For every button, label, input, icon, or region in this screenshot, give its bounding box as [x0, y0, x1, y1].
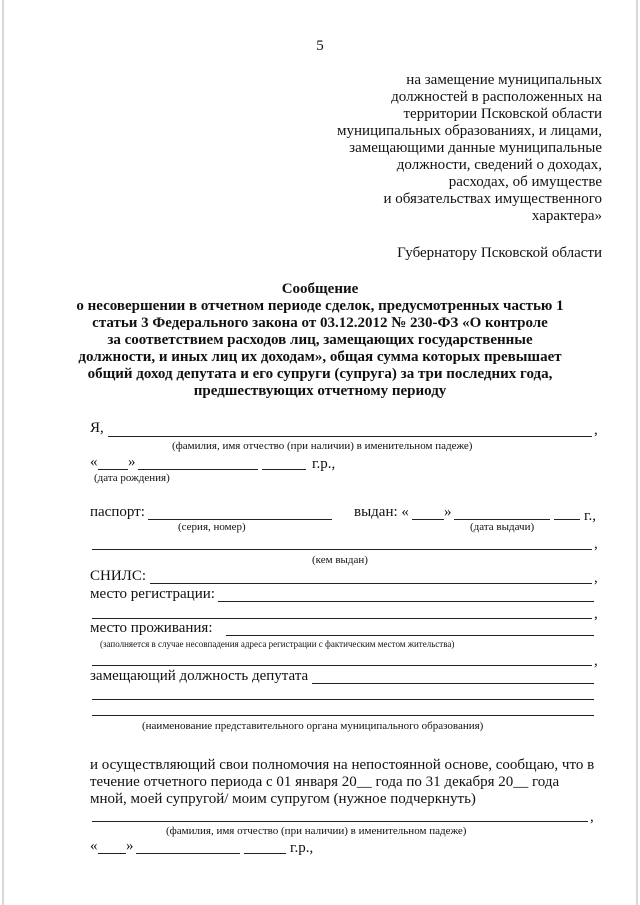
birth-month-field[interactable]: [138, 469, 258, 470]
spouse-birth-year-field[interactable]: [244, 853, 286, 854]
registration-field[interactable]: [218, 601, 594, 602]
scan-right-edge: [636, 0, 638, 905]
residence-label: место проживания:: [90, 620, 213, 636]
spouse-fio-field[interactable]: [92, 821, 588, 822]
page-number: 5: [316, 38, 324, 54]
ya-label: Я,: [90, 420, 104, 436]
birth-year-suffix: г.р.,: [312, 456, 336, 472]
subtitle-line: должности, и иных лиц их доходам», общая сумма которых превышает: [78, 349, 562, 365]
registration-field-2[interactable]: [92, 618, 592, 619]
birth-year-field[interactable]: [262, 469, 306, 470]
comma: ,: [594, 653, 598, 669]
date-close-quote: »: [128, 454, 136, 470]
statement-line: течение отчетного периода с 01 января 20__ года по 31 декабря 20__ года: [90, 774, 560, 790]
birth-day-field[interactable]: [98, 469, 128, 470]
residence-field[interactable]: [226, 635, 594, 636]
header-line: замещающими данные муниципальные: [349, 140, 602, 156]
statement-line: и осуществляющий свои полномочия на непостоянной основе, сообщаю, что в: [90, 757, 595, 773]
scan-left-edge: [2, 0, 4, 905]
subtitle-line: статьи 3 Федерального закона от 03.12.2012 № 230-ФЗ «О контроле: [92, 315, 548, 331]
spouse-fio-caption: (фамилия, имя отчество (при наличии) в именительном падеже): [166, 825, 467, 837]
date-open-quote: «: [90, 454, 98, 470]
issue-year-field[interactable]: [554, 519, 580, 520]
position-label: замещающий должность депутата: [90, 668, 309, 684]
residence-caption: (заполняется в случае несовпадения адреса регистрации с фактическим местом жительства): [100, 639, 455, 649]
header-line: на замещение муниципальных: [406, 72, 602, 88]
fio-caption: (фамилия, имя отчество (при наличии) в именительном падеже): [172, 440, 473, 452]
snils-label: СНИЛС:: [90, 568, 147, 584]
comma: ,: [594, 606, 598, 622]
residence-field-2[interactable]: [92, 665, 592, 666]
issued-label: выдан: «: [354, 504, 409, 520]
issued-by-caption: (кем выдан): [312, 554, 368, 566]
issued-close-quote: »: [444, 504, 452, 520]
issue-month-field[interactable]: [454, 519, 550, 520]
position-field[interactable]: [312, 683, 594, 684]
comma: ,: [594, 422, 598, 438]
header-line: характера»: [531, 208, 602, 224]
position-field-3[interactable]: [92, 715, 594, 716]
date-close-quote: »: [126, 838, 134, 854]
statement-line: мной, моей супругой/ моим супругом (нужное подчеркнуть): [90, 791, 476, 807]
document-title: Сообщение: [281, 281, 359, 297]
date-open-quote: «: [90, 838, 98, 854]
snils-field[interactable]: [150, 583, 592, 584]
comma: ,: [590, 809, 594, 825]
header-line: территории Псковской области: [403, 106, 602, 122]
header-line: и обязательствах имущественного: [383, 191, 602, 207]
passport-number-field[interactable]: [148, 519, 332, 520]
comma: ,: [594, 570, 598, 586]
position-field-2[interactable]: [92, 699, 594, 700]
addressee: Губернатору Псковской области: [397, 245, 602, 261]
registration-label: место регистрации:: [90, 586, 215, 602]
subtitle-line: за соответствием расходов лиц, замещающих государственные: [107, 332, 533, 348]
subtitle-line: предшествующих отчетному периоду: [193, 383, 447, 399]
issue-day-field[interactable]: [412, 519, 444, 520]
fio-field[interactable]: [108, 436, 592, 437]
header-line: должности, сведений о доходах,: [396, 157, 602, 173]
header-line: муниципальных образованиях, и лицами,: [337, 123, 602, 139]
series-caption: (серия, номер): [178, 521, 246, 533]
body-caption: (наименование представительного органа муниципального образования): [142, 720, 484, 732]
comma: ,: [594, 536, 598, 552]
issue-date-caption: (дата выдачи): [470, 521, 535, 533]
header-line: должностей в расположенных на: [391, 89, 602, 105]
spouse-year-suffix: г.р.,: [290, 840, 314, 856]
spouse-birth-month-field[interactable]: [136, 853, 240, 854]
passport-label: паспорт:: [90, 504, 145, 520]
subtitle-line: общий доход депутата и его супруги (супруга) за три последних года,: [87, 366, 553, 382]
header-line: расходах, об имуществе: [448, 174, 602, 190]
subtitle-line: о несовершении в отчетном периоде сделок, предусмотренных частью 1: [76, 298, 564, 314]
issued-by-field[interactable]: [92, 549, 592, 550]
spouse-birth-day-field[interactable]: [98, 853, 126, 854]
issued-year-suffix: г.,: [584, 508, 596, 524]
birth-caption: (дата рождения): [94, 472, 170, 484]
